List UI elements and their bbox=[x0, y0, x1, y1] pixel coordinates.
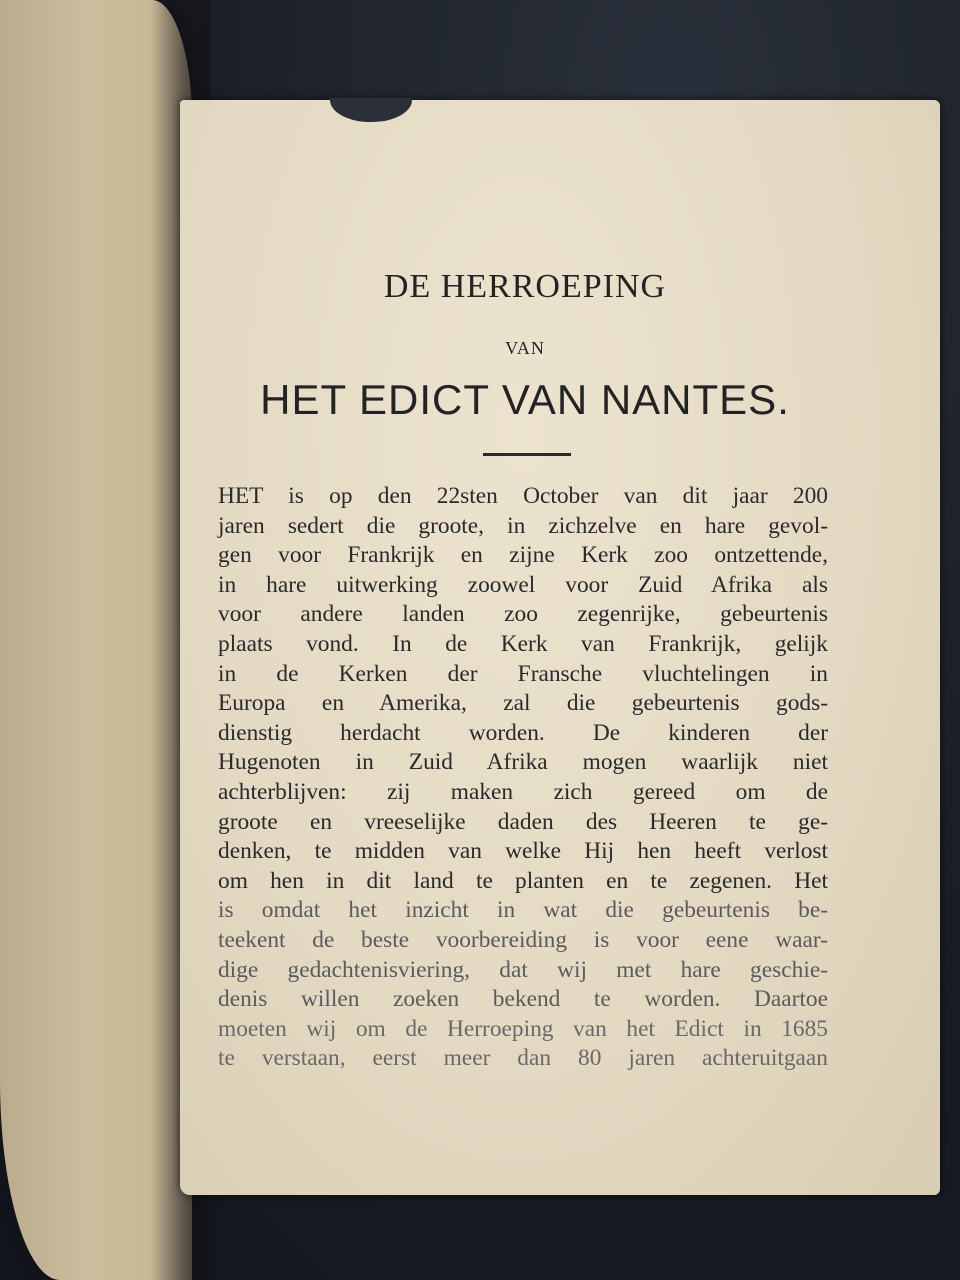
title-rule bbox=[483, 453, 571, 456]
body-line: is omdat het inzicht in wat die gebeurtenis be- bbox=[218, 897, 828, 924]
page-tear bbox=[330, 98, 412, 122]
body-line: gen voor Frankrijk en zijne Kerk zoo ontzettende, bbox=[218, 542, 828, 569]
body-line: in de Kerken der Fransche vluchtelingen in bbox=[218, 660, 828, 687]
body-line: Hugenoten in Zuid Afrika mogen waarlijk niet bbox=[218, 749, 828, 776]
body-line: denis willen zoeken bekend te worden. Daartoe bbox=[218, 986, 828, 1013]
title-line-3: HET EDICT VAN NANTES. bbox=[260, 376, 790, 423]
body-line: teekent de beste voorbereiding is voor eene waar- bbox=[218, 926, 828, 953]
body-line: groote en vreeselijke daden des Heeren te ge- bbox=[218, 808, 828, 835]
title-line-1: DE HERROEPING bbox=[383, 268, 667, 305]
body-line: om hen in dit land te planten en te zegenen. Het bbox=[218, 867, 828, 894]
body-paragraph bbox=[218, 482, 828, 1074]
body-line: Europa en Amerika, zal die gebeurtenis gods- bbox=[218, 690, 828, 717]
title-line-2: VAN bbox=[505, 338, 545, 358]
body-line: in hare uitwerking zoowel voor Zuid Afrika als bbox=[218, 571, 828, 598]
body-line: te verstaan, eerst meer dan 80 jaren achteruitgaan bbox=[218, 1045, 828, 1072]
body-line: jaren sedert die groote, in zichzelve en hare gevol- bbox=[218, 512, 828, 539]
body-line: HET is op den 22sten October van dit jaar 200 bbox=[218, 483, 828, 509]
body-line: dienstig herdacht worden. De kinderen der bbox=[218, 719, 828, 746]
body-line: achterblijven: zij maken zich gereed om de bbox=[218, 778, 828, 805]
body-line: voor andere landen zoo zegenrijke, gebeurtenis bbox=[218, 601, 828, 628]
book-page bbox=[180, 100, 940, 1195]
body-line: denken, te midden van welke Hij hen heeft verlost bbox=[218, 838, 828, 865]
body-line: dige gedachtenisviering, dat wij met hare geschie- bbox=[218, 956, 828, 983]
body-line: moeten wij om de Herroeping van het Edict in 1685 bbox=[218, 1015, 828, 1042]
body-line: plaats vond. In de Kerk van Frankrijk, gelijk bbox=[218, 630, 828, 657]
